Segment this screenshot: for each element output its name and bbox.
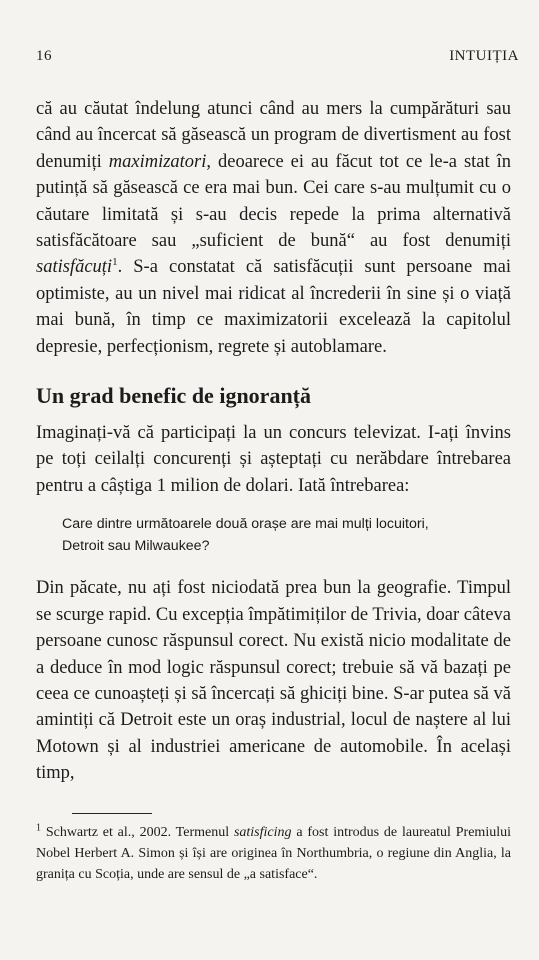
italic-term: satisfăcuți xyxy=(36,257,113,278)
quiz-question xyxy=(62,513,511,557)
section-heading: Un grad benefic de ignoranță xyxy=(36,383,311,409)
text-span: Schwartz et al., 2002. Termenul xyxy=(41,824,234,840)
text-span: , deoarece ei au făcut tot ce le-a stat în putință să găsească ce era mai bun. Cei care s-au mulțumit cu o căutare limitată și s-au decis repede la prima alternativă satisfăcătoare sau „suficient de bună“ au fost denumiți xyxy=(36,151,511,252)
footnote-number: 1 xyxy=(36,821,41,833)
italic-term: satisficing xyxy=(233,824,292,840)
footnote-divider xyxy=(72,813,152,814)
page-number: 16 xyxy=(36,48,52,64)
page-header xyxy=(36,48,519,65)
footnote xyxy=(36,822,511,885)
quote-line: Detroit sau Milwaukee? xyxy=(62,538,210,555)
running-title: INTUIȚIA xyxy=(449,48,519,64)
text-span: . S-a constatat că satisfăcuții sunt persoane mai optimiste, au un nivel mai ridicat al încrederii în sine și o viață mai bună, în timp ce maximizatorii excelează la capitolul depresie, perfecționism, regrete și autoblamare. xyxy=(36,257,511,357)
footnote-reference: 1 xyxy=(112,256,118,269)
page-body xyxy=(36,96,511,885)
text-span: a fost introdus de laureatul Premiului Nobel Herbert A. Simon și își are originea în Northumbria, o regiune din Anglia, la granița cu Scoția, unde are sensul de „a satisface“. xyxy=(36,824,511,882)
paragraph-geography: Din păcate, nu ați fost niciodată prea bun la geografie. Timpul se scurge rapid. Cu excepția împătimiților de Trivia, doar câteva persoane cunosc răspunsul corect. Nu există nicio modalitate de a deduce în mod logic răspunsul corect; trebuie să vă bazați pe ceea ce cunoașteți și să încercați să ghiciți bine. S-ar putea să vă amintiți că Detroit este un oraș industrial, locul de naștere al lui Motown și al industriei americane de automobile. În același timp, xyxy=(36,578,511,784)
italic-term: maximizatori xyxy=(108,151,207,172)
paragraph-maximizers xyxy=(36,96,511,360)
quote-line: Care dintre următoarele două orașe are mai mulți locuitori, xyxy=(62,516,429,533)
text-span: că au căutat îndelung atunci când au mers la cumpărături sau când au încercat să găsească un program de divertisment au fost denumiți xyxy=(36,99,511,172)
paragraph-quiz-intro: Imaginați-vă că participați la un concurs televizat. I-ați învins pe toți ceilalți concurenți și așteptați cu nerăbdare întrebarea pentru a câștiga 1 milion de dolari. Iată întrebarea: xyxy=(36,423,511,496)
